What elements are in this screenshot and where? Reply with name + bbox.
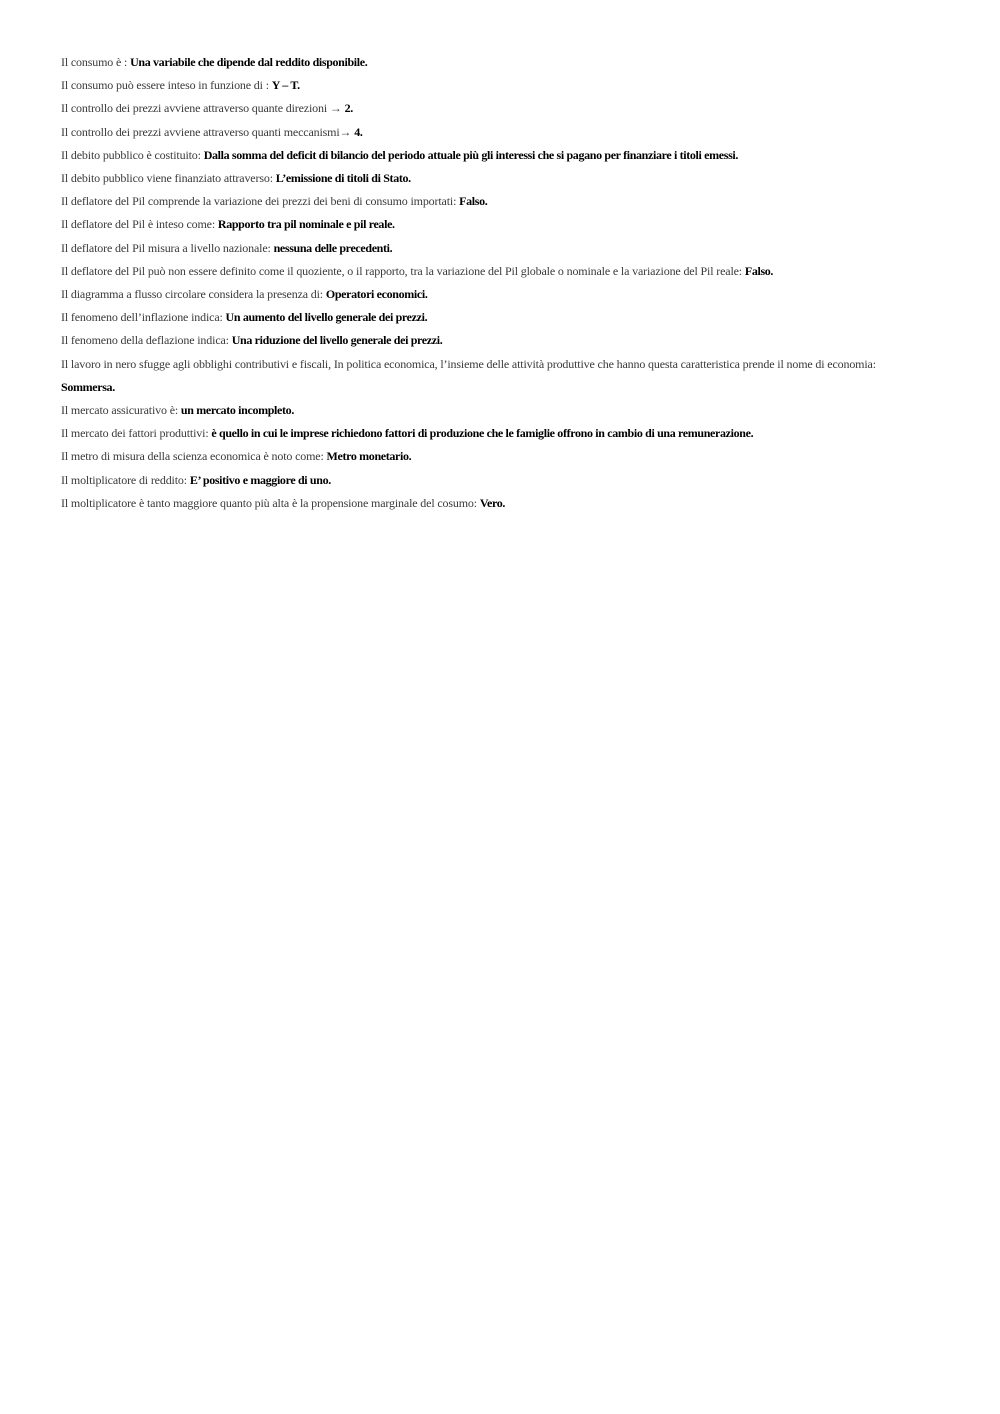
- qa-line: [61, 422, 931, 445]
- qa-line: [61, 260, 931, 283]
- answer-text: 2.: [344, 101, 353, 116]
- answer-text: Falso.: [459, 194, 488, 209]
- question-text: Il moltiplicatore di reddito:: [61, 472, 190, 487]
- qa-line: [61, 237, 931, 260]
- answer-text: Operatori economici.: [325, 287, 428, 302]
- qa-line: [61, 306, 931, 329]
- question-text: Il deflatore del Pil può non essere definito come il quoziente, o il rapporto, tra la variazione del Pil globale o nominale e la variazione del Pil reale:: [61, 263, 745, 278]
- question-text: Il mercato dei fattori produttivi:: [61, 426, 212, 441]
- answer-text: Metro monetario.: [326, 449, 412, 464]
- question-text: Il controllo dei prezzi avviene attraverso quante direzioni →: [61, 101, 345, 116]
- answer-text: nessuna delle precedenti.: [273, 240, 393, 255]
- answer-text: L’emissione di titoli di Stato.: [275, 171, 411, 186]
- question-text: Il moltiplicatore è tanto maggiore quanto più alta è la propensione marginale del cosumo:: [61, 495, 480, 510]
- answer-text: E’ positivo e maggiore di uno.: [189, 472, 331, 487]
- answer-text: Dalla somma del deficit di bilancio del periodo attuale più gli interessi che si pagano per finanziare i titoli emessi.: [203, 147, 739, 162]
- question-text: Il debito pubblico è costituito:: [61, 147, 204, 162]
- answer-text: Sommersa.: [61, 379, 115, 394]
- answer-text: Falso.: [744, 263, 774, 278]
- answer-text: un mercato incompleto.: [180, 403, 294, 418]
- answer-text: Vero.: [479, 495, 506, 510]
- qa-line: [61, 469, 931, 492]
- question-text: Il deflatore del Pil comprende la variazione dei prezzi dei beni di consumo importati:: [61, 194, 460, 209]
- question-text: Il consumo è :: [61, 55, 131, 69]
- qa-line: [61, 144, 931, 167]
- question-text: Il controllo dei prezzi avviene attraverso quanti meccanismi→: [61, 124, 355, 139]
- question-text: Il mercato assicurativo è:: [61, 403, 181, 418]
- qa-line: [61, 167, 931, 190]
- qa-line: [61, 97, 931, 120]
- question-text: Il debito pubblico viene finanziato attraverso:: [61, 171, 276, 186]
- question-text: Il diagramma a flusso circolare considera la presenza di:: [61, 287, 326, 302]
- answer-text: Rapporto tra pil nominale e pil reale.: [217, 217, 395, 232]
- qa-line: [61, 74, 931, 97]
- qa-line: [61, 213, 931, 236]
- qa-line: [61, 283, 931, 306]
- answer-text: Una riduzione del livello generale dei prezzi.: [231, 333, 443, 348]
- qa-line: [61, 190, 931, 213]
- question-text: Il consumo può essere inteso in funzione di :: [61, 78, 272, 93]
- answer-text: 4.: [354, 124, 363, 139]
- qa-line: [61, 399, 931, 422]
- answer-text: è quello in cui le imprese richiedono fattori di produzione che le famiglie offrono in cambio di una remunerazione.: [211, 426, 754, 441]
- answer-text: Una variabile che dipende dal reddito disponibile.: [130, 55, 368, 69]
- question-text: Il deflatore del Pil è inteso come:: [61, 217, 218, 232]
- document-page: [61, 51, 931, 515]
- qa-line: [61, 329, 931, 352]
- qa-line: [61, 492, 931, 515]
- qa-line: [61, 445, 931, 468]
- qa-line: [61, 353, 931, 399]
- question-text: Il fenomeno della deflazione indica:: [61, 333, 232, 348]
- answer-text: Un aumento del livello generale dei prezzi.: [225, 310, 428, 325]
- answer-text: Y – T.: [271, 78, 300, 93]
- question-text: Il metro di misura della scienza economica è noto come:: [61, 449, 327, 464]
- question-text: Il deflatore del Pil misura a livello nazionale:: [61, 240, 274, 255]
- qa-line: [61, 121, 931, 144]
- question-text: Il fenomeno dell’inflazione indica:: [61, 310, 226, 325]
- question-text: Il lavoro in nero sfugge agli obblighi contributivi e fiscali, In politica economica, l’insieme delle attività produttive che hanno questa caratteristica prende il nome di economia:: [61, 356, 876, 371]
- qa-line: [61, 51, 931, 74]
